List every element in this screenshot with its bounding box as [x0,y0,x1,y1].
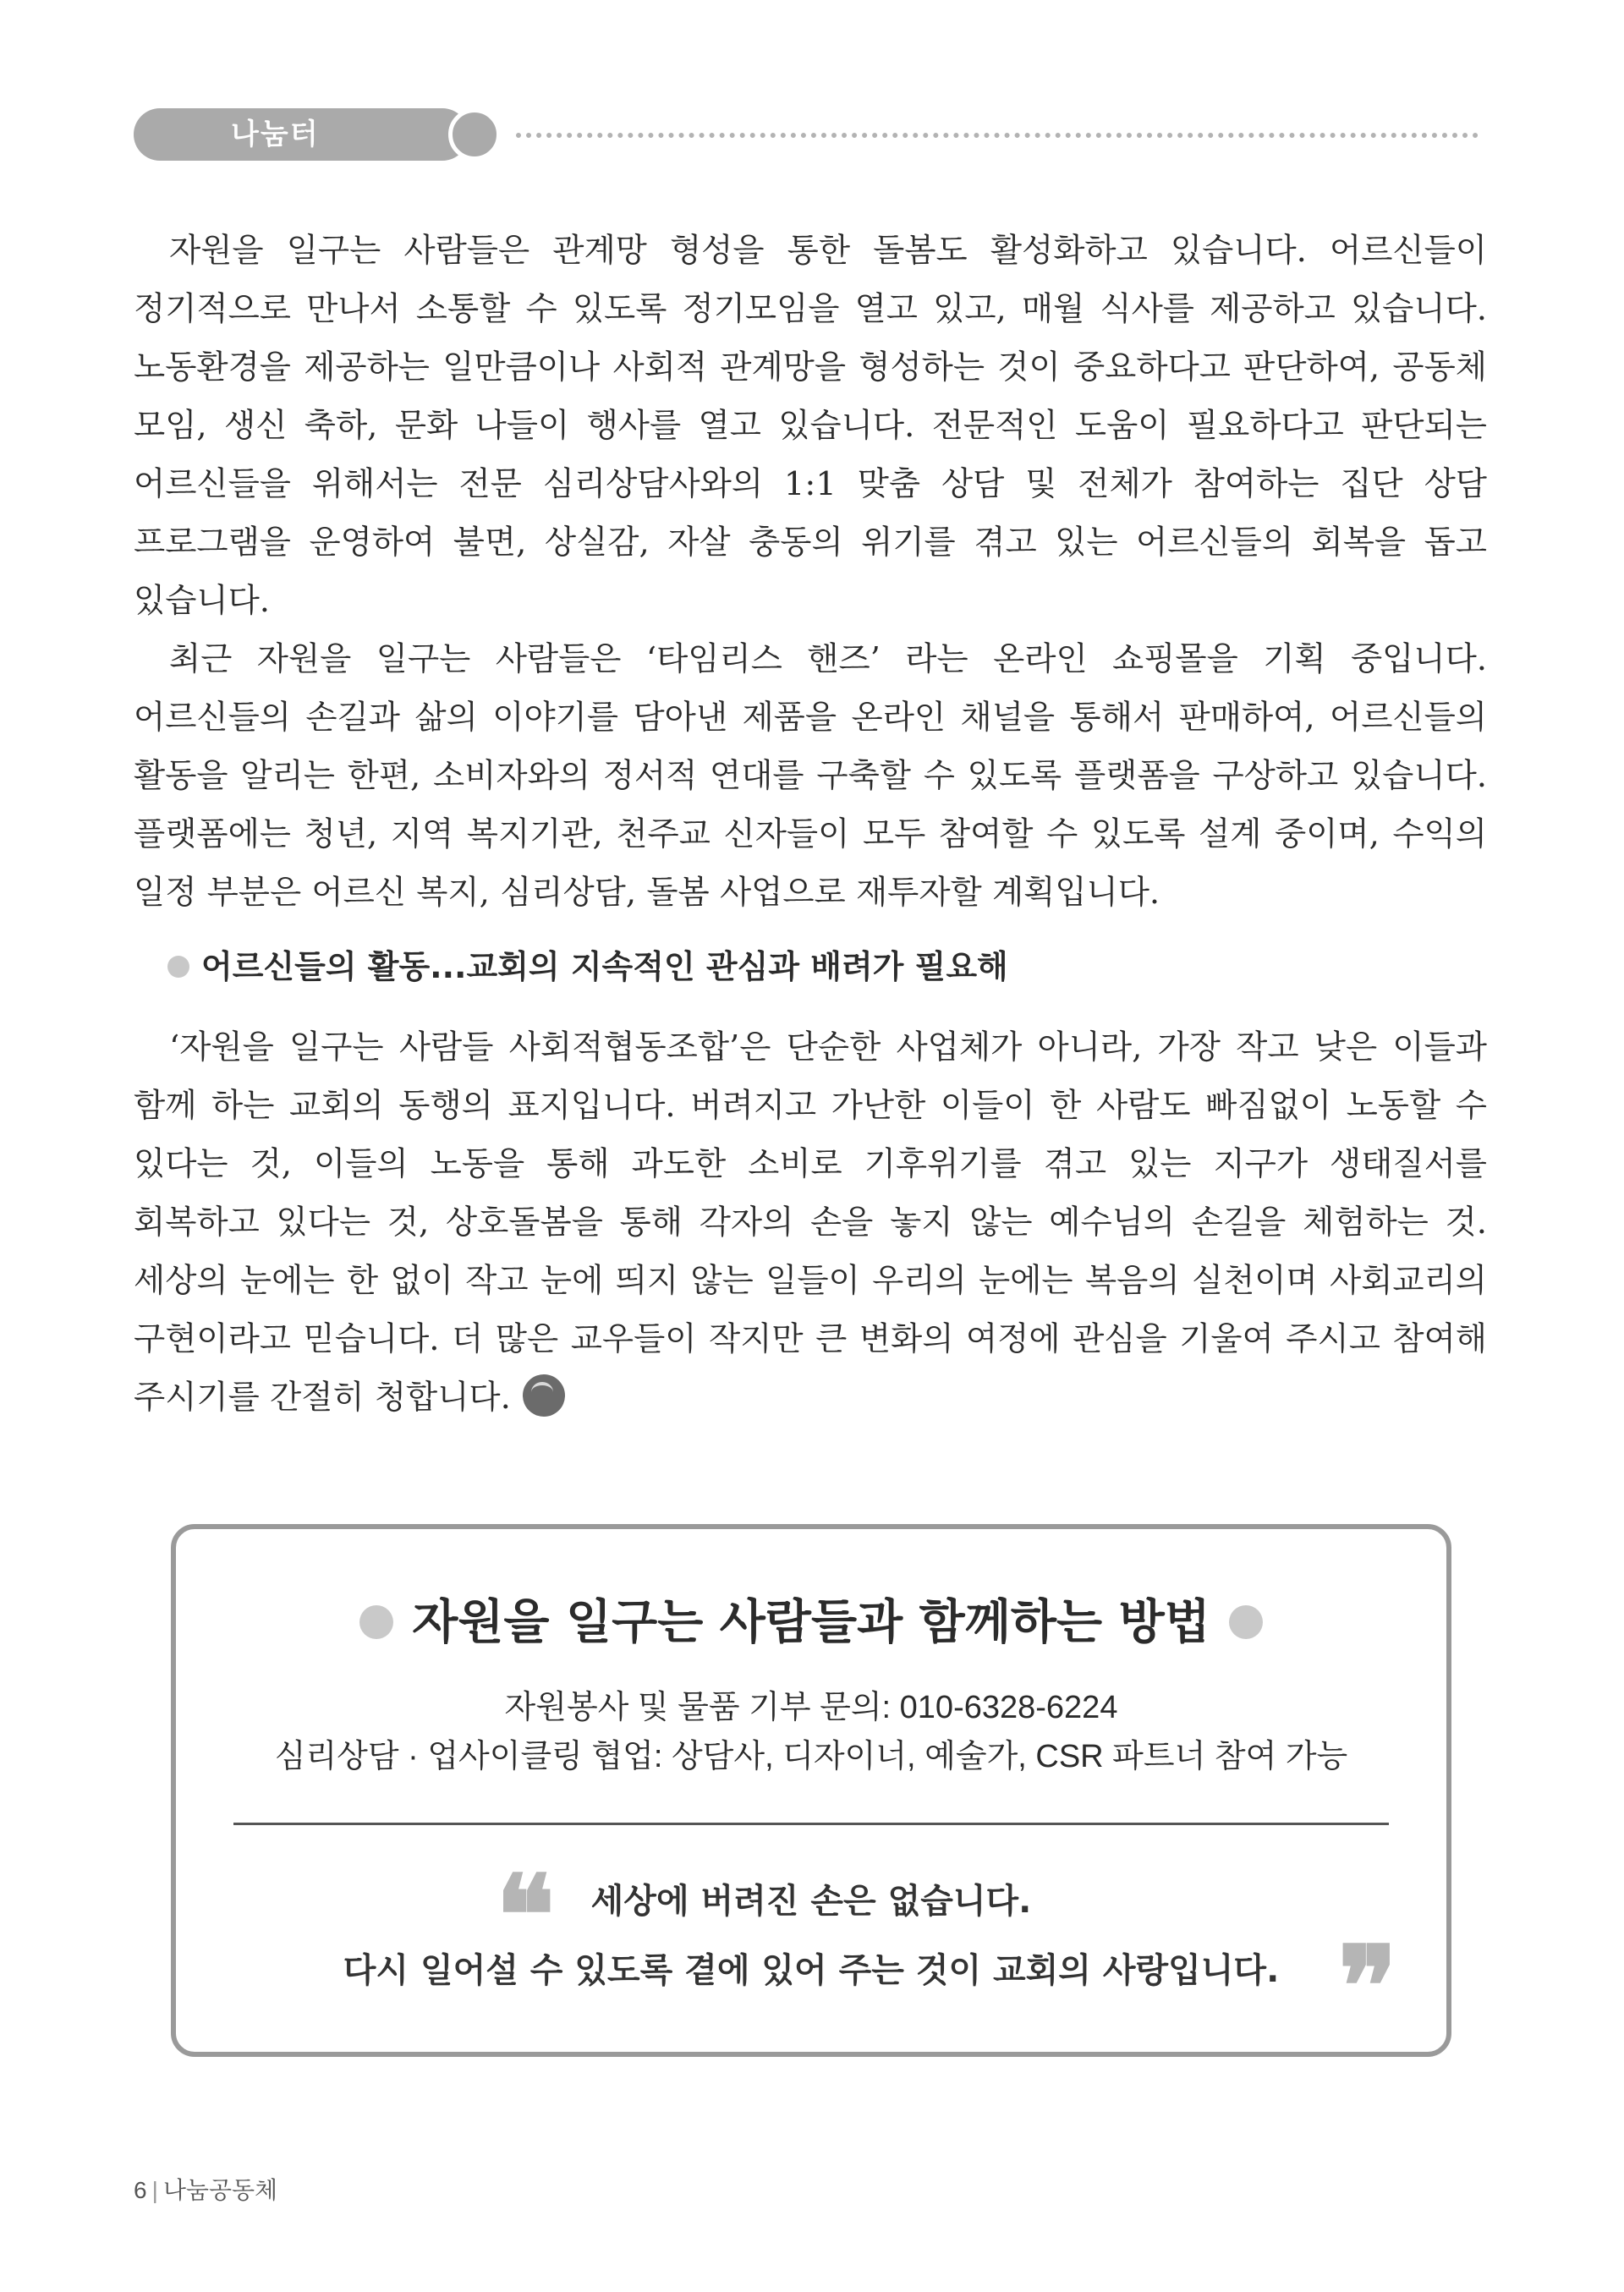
collaboration-info: 심리상담 · 업사이클링 협업: 상담사, 디자이너, 예술가, CSR 파트너 참여 가능 [274,1739,1348,1774]
quote-line-1: 세상에 버려진 손은 없습니다. [590,1882,1032,1921]
volunteer-contact: 자원봉사 및 물품 기부 문의: 010-6328-6224 [504,1690,1118,1725]
subheading [167,943,1008,990]
divider [233,1823,1389,1825]
quote-line-2: 다시 일어설 수 있도록 곁에 있어 주는 것이 교회의 사랑입니다. [343,1951,1280,1990]
title-dot-icon [1229,1605,1263,1639]
open-quote-icon: ❝ [496,1851,555,1980]
footer-separator: | [151,2177,158,2203]
title-dot-icon [359,1605,393,1639]
article-section-2 [134,1018,1487,1427]
dotted-rule [516,133,1479,138]
info-box-title [176,1593,1446,1653]
paragraph-care-network: 자원을 일구는 사람들은 관계망 형성을 통한 돌봄도 활성화하고 있습니다. 어르신들이 정기적으로 만나서 소통할 수 있도록 정기모임을 열고 있고, 매월 식사를 제공하고 있습니다. 노동환경을 제공하는 일만큼이나 사회적 관계망을 형성하는 것이 중요하다고 판단하여, 공동체 모임, 생신 축하, 문화 나들이 행사를 열고 있습니다. 전문적인 도움이 필요하다고 판단되는 어르신들을 위해서는 전문 심리상담사와의 1:1 맞춤 상담 및 전체가 참여하는 집단 상담 프로그램을 운영하여 불면, 상실감, 자살 충동의 위기를 겪고 있는 어르신들의 회복을 돕고 있습니다. [134,232,1487,620]
subheading-text: 어르신들의 활동...교회의 지속적인 관심과 배려가 필요해 [201,948,1008,985]
paragraph-closing [134,1018,1487,1427]
info-box [171,1524,1451,2057]
close-quote-icon: ❞ [1338,1922,1397,2051]
section-tab-label: 나눔터 [134,108,469,161]
page-footer [134,2172,277,2206]
section-header [134,108,1479,161]
closing-text: ‘자원을 일구는 사람들 사회적협동조합’은 단순한 사업체가 아니라, 가장 작고 낮은 이들과 함께 하는 교회의 동행의 표지입니다. 버려지고 가난한 이들이 한 사람도 빠짐없이 노동할 수 있다는 것, 이들의 노동을 통해 과도한 소비로 기후위기를 겪고 있는 지구가 생태질서를 회복하고 있다는 것, 상호돌봄을 통해 각자의 손을 놓지 않는 예수님의 손길을 체험하는 것. 세상의 눈에는 한 없이 작고 눈에 띄지 않는 일들이 우리의 눈에는 복음의 실천이며 사회교리의 구현이라고 믿습니다. 더 많은 교우들이 작지만 큰 변화의 여정에 관심을 기울여 주시고 참여해 주시기를 간절히 청합니다. [134,1028,1487,1417]
end-mark-icon [523,1374,565,1417]
info-box-title-text: 자원을 일구는 사람들과 함께하는 방법 [412,1595,1210,1650]
article-section-1 [134,222,1487,922]
paragraph-online-mall: 최근 자원을 일구는 사람들은 ‘타임리스 핸즈’ 라는 온라인 쇼핑몰을 기획 중입니다. 어르신들의 손길과 삶의 이야기를 담아낸 제품을 온라인 채널을 통해서 판매하여, 어르신들의 활동을 알리는 한편, 소비자와의 정서적 연대를 구축할 수 있도록 플랫폼을 구상하고 있습니다. 플랫폼에는 청년, 지역 복지기관, 천주교 신자들이 모두 참여할 수 있도록 설계 중이며, 수익의 일정 부분은 어르신 복지, 심리상담, 돌봄 사업으로 재투자할 계획입니다. [134,640,1487,912]
page-number: 6 [134,2177,147,2203]
bullet-icon [167,956,189,978]
tab-knob-decoration [448,108,501,161]
publication-name: 나눔공동체 [162,2177,278,2203]
